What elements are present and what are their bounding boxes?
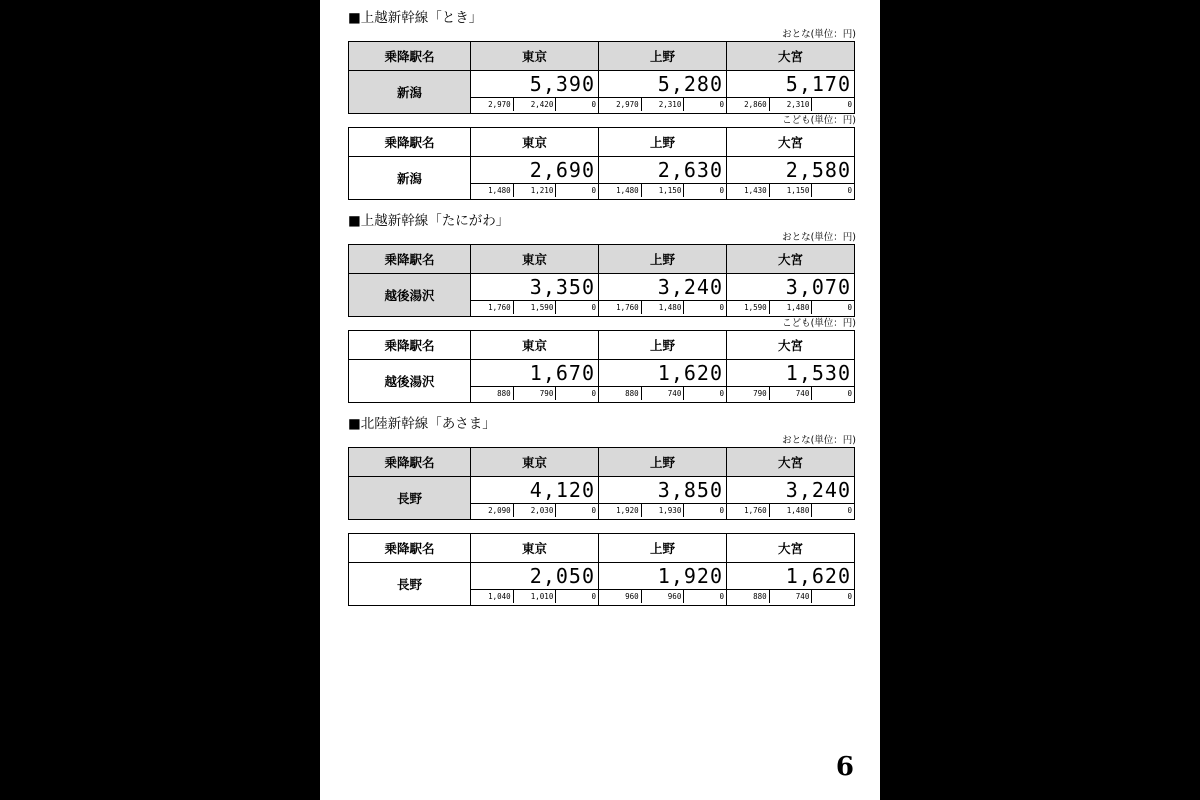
fare-total: 3,350 [529, 275, 595, 299]
table-row [349, 274, 855, 317]
fare-part-1: 1,480 [488, 186, 511, 195]
table-header-row [349, 42, 855, 71]
destination-header-ueno: 上野 [599, 331, 727, 360]
fare-part-3: 0 [811, 590, 854, 603]
fare-breakdown [599, 97, 726, 111]
fare-cell-omiya [727, 563, 855, 606]
fare-total: 1,620 [785, 564, 851, 588]
fare-total: 2,050 [529, 564, 595, 588]
table-header-row [349, 245, 855, 274]
station-column-header: 乗降駅名 [349, 42, 471, 71]
station-column-header: 乗降駅名 [349, 245, 471, 274]
destination-header-tokyo: 東京 [471, 331, 599, 360]
fare-total: 1,530 [785, 361, 851, 385]
fare-part-2: 1,480 [641, 301, 684, 314]
fare-cell-ueno [599, 563, 727, 606]
fare-part-1: 1,040 [488, 592, 511, 601]
fare-part-1: 960 [625, 592, 639, 601]
fare-part-2: 1,590 [513, 301, 556, 314]
destination-header-ueno: 上野 [599, 534, 727, 563]
fare-cell-omiya [727, 477, 855, 520]
table-row [349, 360, 855, 403]
table-header-row [349, 331, 855, 360]
destination-header-tokyo: 東京 [471, 128, 599, 157]
destination-header-omiya: 大宮 [727, 331, 855, 360]
fare-part-1: 2,970 [616, 100, 639, 109]
fare-part-3: 0 [555, 590, 598, 603]
destination-header-tokyo: 東京 [471, 534, 599, 563]
fare-part-1: 2,970 [488, 100, 511, 109]
section-spacer [348, 204, 858, 211]
child-fare-table [348, 533, 855, 606]
destination-header-tokyo: 東京 [471, 448, 599, 477]
fare-part-3: 0 [555, 184, 598, 197]
fare-cell-tokyo [471, 157, 599, 200]
fare-part-3: 0 [811, 301, 854, 314]
fare-total: 3,240 [785, 478, 851, 502]
adult-fare-table [348, 447, 855, 520]
fare-part-1: 880 [497, 389, 511, 398]
child-unit-label: こども(単位：円) [782, 115, 856, 126]
fare-cell-omiya [727, 274, 855, 317]
fare-breakdown [727, 589, 854, 603]
table-row [349, 157, 855, 200]
destination-header-omiya: 大宮 [727, 42, 855, 71]
fare-section-hokuriku-asama [348, 414, 858, 606]
child-fare-table [348, 330, 855, 403]
fare-cell-tokyo [471, 71, 599, 114]
station-name-cell: 越後湯沢 [349, 274, 471, 317]
station-column-header: 乗降駅名 [349, 534, 471, 563]
destination-header-tokyo: 東京 [471, 42, 599, 71]
fare-part-1: 790 [753, 389, 767, 398]
fare-part-3: 0 [683, 387, 726, 400]
fare-section-joetsu-toki [348, 8, 858, 200]
fare-cell-ueno [599, 274, 727, 317]
table-row [349, 563, 855, 606]
page-number: 6 [835, 752, 854, 782]
destination-header-ueno: 上野 [599, 448, 727, 477]
fare-cell-omiya [727, 71, 855, 114]
section-spacer [348, 407, 858, 414]
fare-part-1: 880 [625, 389, 639, 398]
fare-cell-ueno [599, 157, 727, 200]
fare-part-1: 1,590 [744, 303, 767, 312]
station-column-header: 乗降駅名 [349, 128, 471, 157]
fare-breakdown [471, 589, 598, 603]
fare-total: 5,170 [785, 72, 851, 96]
fare-breakdown [727, 97, 854, 111]
document-page [320, 0, 880, 800]
fare-breakdown [599, 503, 726, 517]
fare-breakdown [599, 386, 726, 400]
fare-part-2: 2,420 [513, 98, 556, 111]
section-title: ■北陸新幹線「あさま」 [348, 416, 496, 432]
fare-part-1: 1,430 [744, 186, 767, 195]
fare-part-2: 960 [641, 590, 684, 603]
fare-part-3: 0 [811, 504, 854, 517]
fare-part-3: 0 [683, 504, 726, 517]
fare-breakdown [471, 97, 598, 111]
fare-part-2: 2,310 [769, 98, 812, 111]
fare-total: 4,120 [529, 478, 595, 502]
adult-fare-table [348, 41, 855, 114]
fare-breakdown [599, 589, 726, 603]
fare-cell-ueno [599, 477, 727, 520]
fare-part-2: 740 [769, 387, 812, 400]
fare-section-joetsu-tanigawa [348, 211, 858, 403]
adult-unit-label: おとな(単位：円) [782, 29, 856, 40]
fare-cell-ueno [599, 71, 727, 114]
fare-total: 1,670 [529, 361, 595, 385]
fare-total: 5,280 [657, 72, 723, 96]
fare-part-1: 1,760 [488, 303, 511, 312]
section-title: ■上越新幹線「たにがわ」 [348, 213, 510, 229]
fare-part-1: 2,860 [744, 100, 767, 109]
fare-cell-ueno [599, 360, 727, 403]
destination-header-tokyo: 東京 [471, 245, 599, 274]
fare-part-1: 1,760 [744, 506, 767, 515]
fare-cell-omiya [727, 360, 855, 403]
fare-part-1: 2,090 [488, 506, 511, 515]
fare-part-3: 0 [555, 504, 598, 517]
destination-header-ueno: 上野 [599, 128, 727, 157]
fare-total: 5,390 [529, 72, 595, 96]
child-unit-label: こども(単位：円) [782, 318, 856, 329]
fare-total: 1,920 [657, 564, 723, 588]
station-name-cell: 新潟 [349, 71, 471, 114]
destination-header-omiya: 大宮 [727, 534, 855, 563]
fare-cell-omiya [727, 157, 855, 200]
fare-cell-tokyo [471, 477, 599, 520]
fare-part-2: 1,210 [513, 184, 556, 197]
fare-breakdown [471, 503, 598, 517]
fare-breakdown [599, 300, 726, 314]
destination-header-omiya: 大宮 [727, 448, 855, 477]
fare-cell-tokyo [471, 274, 599, 317]
fare-breakdown [727, 183, 854, 197]
fare-part-2: 1,010 [513, 590, 556, 603]
fare-part-2: 2,030 [513, 504, 556, 517]
table-row [349, 477, 855, 520]
fare-part-2: 2,310 [641, 98, 684, 111]
fare-part-3: 0 [683, 301, 726, 314]
fare-breakdown [471, 386, 598, 400]
fare-part-1: 1,480 [616, 186, 639, 195]
destination-header-ueno: 上野 [599, 42, 727, 71]
fare-part-2: 1,930 [641, 504, 684, 517]
destination-header-ueno: 上野 [599, 245, 727, 274]
destination-header-omiya: 大宮 [727, 128, 855, 157]
fare-breakdown [471, 300, 598, 314]
fare-cell-tokyo [471, 563, 599, 606]
fare-part-2: 1,150 [641, 184, 684, 197]
table-header-row [349, 534, 855, 563]
adult-unit-label: おとな(単位：円) [782, 232, 856, 243]
fare-part-2: 1,480 [769, 301, 812, 314]
fare-part-1: 1,920 [616, 506, 639, 515]
section-title: ■上越新幹線「とき」 [348, 10, 483, 26]
station-column-header: 乗降駅名 [349, 448, 471, 477]
fare-breakdown [727, 386, 854, 400]
fare-part-3: 0 [555, 301, 598, 314]
station-name-cell: 越後湯沢 [349, 360, 471, 403]
table-header-row [349, 448, 855, 477]
fare-total: 2,630 [657, 158, 723, 182]
fare-part-3: 0 [811, 98, 854, 111]
destination-header-omiya: 大宮 [727, 245, 855, 274]
fare-total: 1,620 [657, 361, 723, 385]
station-name-cell: 新潟 [349, 157, 471, 200]
fare-part-3: 0 [683, 184, 726, 197]
child-fare-table [348, 127, 855, 200]
adult-fare-table [348, 244, 855, 317]
station-name-cell: 長野 [349, 563, 471, 606]
fare-breakdown [727, 503, 854, 517]
table-header-row [349, 128, 855, 157]
adult-unit-label: おとな(単位：円) [782, 435, 856, 446]
fare-part-2: 1,480 [769, 504, 812, 517]
fare-total: 3,240 [657, 275, 723, 299]
fare-part-3: 0 [683, 590, 726, 603]
fare-part-2: 1,150 [769, 184, 812, 197]
station-column-header: 乗降駅名 [349, 331, 471, 360]
fare-part-3: 0 [811, 184, 854, 197]
fare-part-2: 790 [513, 387, 556, 400]
fare-total: 2,580 [785, 158, 851, 182]
fare-part-2: 740 [641, 387, 684, 400]
fare-part-2: 740 [769, 590, 812, 603]
fare-tables-container [348, 8, 858, 610]
fare-breakdown [727, 300, 854, 314]
station-name-cell: 長野 [349, 477, 471, 520]
fare-part-3: 0 [555, 387, 598, 400]
fare-total: 3,850 [657, 478, 723, 502]
table-row [349, 71, 855, 114]
fare-part-3: 0 [555, 98, 598, 111]
fare-total: 3,070 [785, 275, 851, 299]
fare-breakdown [599, 183, 726, 197]
fare-part-1: 1,760 [616, 303, 639, 312]
fare-breakdown [471, 183, 598, 197]
fare-cell-tokyo [471, 360, 599, 403]
fare-total: 2,690 [529, 158, 595, 182]
fare-part-1: 880 [753, 592, 767, 601]
fare-part-3: 0 [683, 98, 726, 111]
fare-part-3: 0 [811, 387, 854, 400]
